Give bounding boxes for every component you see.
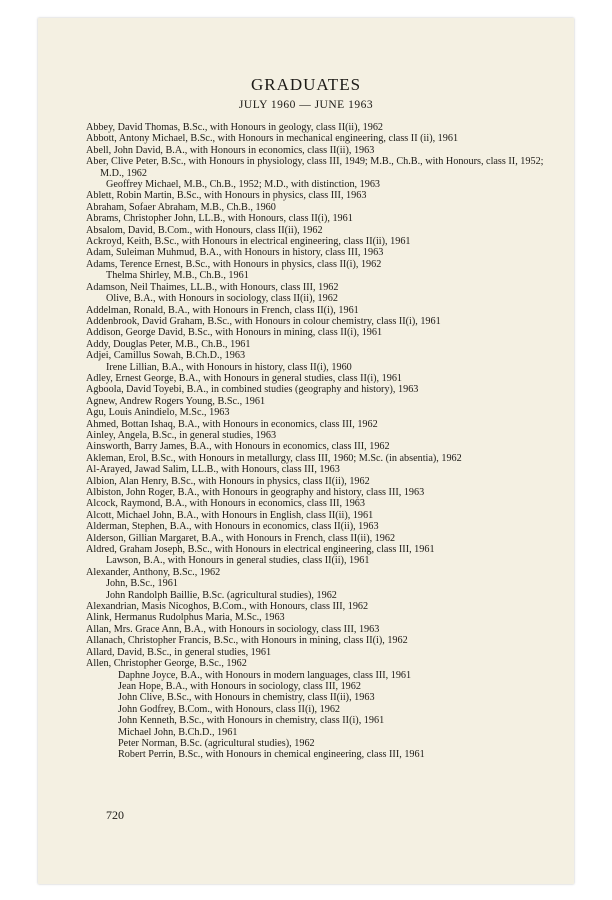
- graduate-entry: Alexandrian, Masis Nicoghos, B.Com., with Honours, class III, 1962: [86, 601, 369, 613]
- graduate-entry: Alink, Hermanus Rudolphus Maria, M.Sc., 1963: [86, 612, 285, 624]
- graduate-entry: Peter Norman, B.Sc. (agricultural studies), 1962: [118, 737, 315, 749]
- graduate-entry: John Godfrey, B.Com., with Honours, class II(i), 1962: [118, 703, 341, 715]
- graduate-entry: Adam, Suleiman Muhmud, B.A., with Honours in history, class III, 1963: [86, 247, 384, 259]
- graduate-entry: Alexander, Anthony, B.Sc., 1962: [86, 566, 221, 578]
- graduate-entry: Geoffrey Michael, M.B., Ch.B., 1952; M.D., with distinction, 1963: [106, 179, 381, 191]
- graduate-entry: Aldred, Graham Joseph, B.Sc., with Honours in electrical engineering, class III, 1961: [86, 544, 435, 556]
- graduate-entry: Ainsworth, Barry James, B.A., with Honours in economics, class III, 1962: [86, 441, 390, 453]
- graduate-entry: Adley, Ernest George, B.A., with Honours in general studies, class II(i), 1961: [86, 372, 403, 384]
- graduate-entry: John, B.Sc., 1961: [106, 578, 178, 590]
- graduate-entry: Abraham, Sofaer Abraham, M.B., Ch.B., 1960: [86, 201, 276, 213]
- graduate-entry: Adams, Terence Ernest, B.Sc., with Honours in physics, class II(i), 1962: [86, 258, 382, 270]
- graduate-entry: Daphne Joyce, B.A., with Honours in modern languages, class III, 1961: [118, 669, 412, 681]
- graduate-entry: Alderson, Gillian Margaret, B.A., with Honours in French, class II(ii), 1962: [86, 532, 396, 544]
- graduate-entry: Albion, Alan Henry, B.Sc., with Honours in physics, class II(ii), 1962: [86, 475, 370, 487]
- page-number: 720: [106, 808, 124, 822]
- graduate-entry: Thelma Shirley, M.B., Ch.B., 1961: [106, 270, 249, 282]
- graduate-entry: Alcock, Raymond, B.A., with Honours in economics, class III, 1963: [86, 498, 365, 510]
- graduate-entry: John Randolph Baillie, B.Sc. (agricultural studies), 1962: [106, 589, 337, 601]
- graduate-entry: Jean Hope, B.A., with Honours in sociology, class III, 1962: [118, 680, 361, 692]
- graduate-entry: John Clive, B.Sc., with Honours in chemistry, class II(ii), 1963: [118, 692, 375, 704]
- graduate-entry: Addison, George David, B.Sc., with Honours in mining, class II(i), 1961: [86, 327, 383, 339]
- page-subtitle: JULY 1960 — JUNE 1963: [238, 99, 374, 111]
- graduate-entry: Addy, Douglas Peter, M.B., Ch.B., 1961: [86, 338, 251, 350]
- graduate-entry: Akleman, Erol, B.Sc., with Honours in metallurgy, class III, 1960; M.Sc. (in absentia), 1962: [86, 452, 462, 464]
- graduate-entry: Alcott, Michael John, B.A., with Honours in English, class II(ii), 1961: [86, 509, 374, 521]
- graduate-entry: Abell, John David, B.A., with Honours in economics, class II(ii), 1963: [86, 144, 375, 156]
- book-page: [38, 18, 574, 884]
- graduate-entry: Agboola, David Toyebi, B.A., in combined studies (geography and history), 1963: [86, 384, 419, 396]
- graduate-entry: Abrams, Christopher John, LL.B., with Honours, class II(i), 1961: [86, 213, 353, 225]
- graduate-entry: Lawson, B.A., with Honours in general studies, class II(ii), 1961: [106, 555, 370, 567]
- graduate-entry: Allard, David, B.Sc., in general studies, 1961: [86, 646, 272, 658]
- graduate-entry: Ainley, Angela, B.Sc., in general studies, 1963: [86, 429, 277, 441]
- graduate-entry: Ablett, Robin Martin, B.Sc., with Honours in physics, class III, 1963: [86, 190, 367, 202]
- graduate-entry: Irene Lillian, B.A., with Honours in history, class II(i), 1960: [106, 361, 352, 373]
- graduate-entry: Abbott, Antony Michael, B.Sc., with Honours in mechanical engineering, class II (ii), 1961: [86, 133, 459, 145]
- page-title: GRADUATES: [250, 75, 362, 94]
- graduate-entry: Addelman, Ronald, B.A., with Honours in French, class II(i), 1961: [86, 304, 359, 316]
- graduate-entry: Adamson, Neil Thaimes, LL.B., with Honours, class III, 1962: [86, 281, 339, 293]
- graduate-entry: Robert Perrin, B.Sc., with Honours in chemical engineering, class III, 1961: [118, 749, 425, 761]
- graduate-entry: Ackroyd, Keith, B.Sc., with Honours in electrical engineering, class II(ii), 1961: [86, 236, 411, 248]
- graduate-entry: Adjei, Camillus Sowah, B.Ch.D., 1963: [86, 350, 246, 362]
- graduate-entry: John Kenneth, B.Sc., with Honours in chemistry, class II(i), 1961: [118, 715, 385, 727]
- graduate-entry: Allanach, Christopher Francis, B.Sc., with Honours in mining, class II(i), 1962: [86, 635, 408, 647]
- graduate-entry: Michael John, B.Ch.D., 1961: [118, 726, 238, 738]
- graduate-entry: Abbey, David Thomas, B.Sc., with Honours in geology, class II(ii), 1962: [86, 122, 384, 133]
- graduate-entry: Al-Arayed, Jawad Salim, LL.B., with Honours, class III, 1963: [86, 464, 340, 476]
- graduate-entry: Allan, Mrs. Grace Ann, B.A., with Honours in sociology, class III, 1963: [86, 623, 380, 635]
- graduate-entry: Ahmed, Bottan Ishaq, B.A., with Honours in economics, class III, 1962: [86, 418, 378, 430]
- graduate-entry: Olive, B.A., with Honours in sociology, class II(ii), 1962: [106, 293, 338, 305]
- graduate-list: [86, 122, 556, 761]
- graduate-entry: Agnew, Andrew Rogers Young, B.Sc., 1961: [86, 395, 266, 407]
- graduate-entry: Absalom, David, B.Com., with Honours, class II(ii), 1962: [86, 224, 323, 236]
- graduate-entry: Alderman, Stephen, B.A., with Honours in economics, class II(ii), 1963: [86, 521, 379, 533]
- graduate-entry: Aber, Clive Peter, B.Sc., with Honours in physiology, class III, 1949; M.B., Ch.B., with Honours, class II, 1952; M.D., 1962: [86, 156, 544, 179]
- graduate-entry: Agu, Louis Anindielo, M.Sc., 1963: [86, 407, 230, 419]
- graduate-entry: Addenbrook, David Graham, B.Sc., with Honours in colour chemistry, class II(i), 1961: [86, 315, 441, 327]
- graduate-entry: Allen, Christopher George, B.Sc., 1962: [86, 658, 247, 670]
- graduate-entry: Albiston, John Roger, B.A., with Honours in geography and history, class III, 1963: [86, 487, 425, 498]
